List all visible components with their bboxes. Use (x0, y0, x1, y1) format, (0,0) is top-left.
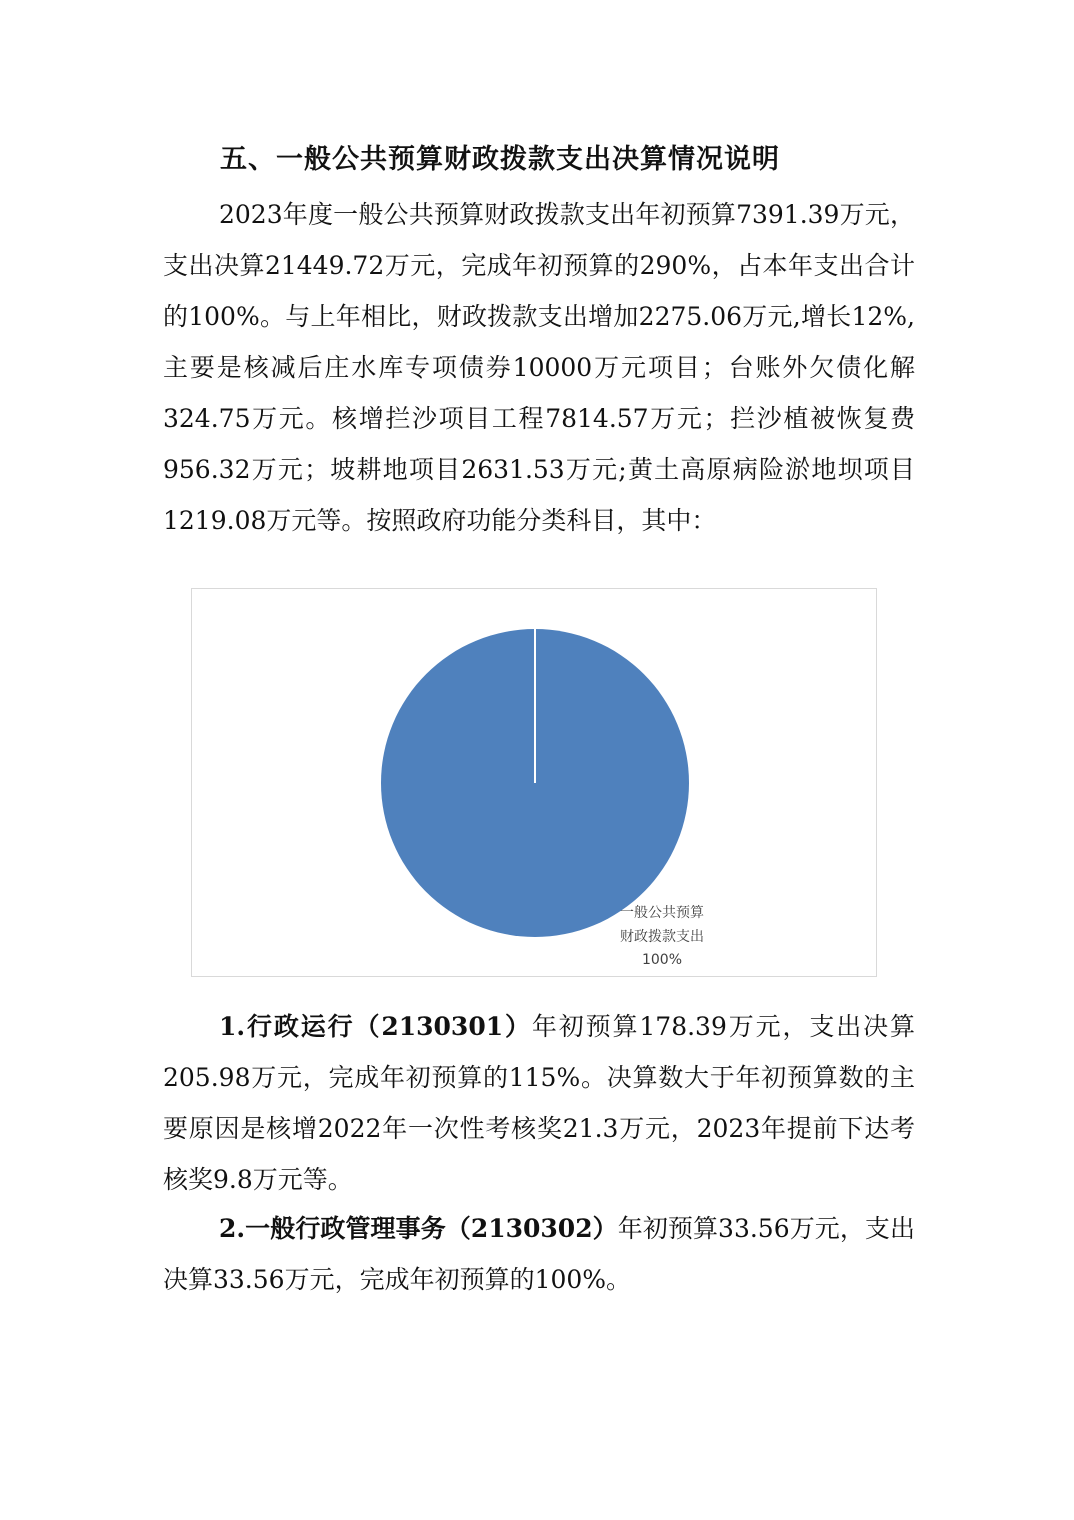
item-1-paragraph (163, 1001, 915, 1205)
item-1-text: 年初预算178.39万元，支出决算205.98万元，完成年初预算的115%。决算数大于年初预算数的主要原因是核增2022年一次性考核奖21.3万元，2023年提前下达考核奖9.8万元等。 (163, 1012, 915, 1194)
item-2-lead: 2.一般行政管理事务（2130302） (219, 1214, 618, 1243)
pie-chart (191, 588, 877, 977)
pie-slice-category-label: 一般公共预算 (620, 905, 704, 921)
item-2-text: 年初预算33.56万元，支出决算33.56万元，完成年初预算的100%。 (163, 1214, 915, 1294)
section-heading: 五、一般公共预算财政拨款支出决算情况说明 (220, 144, 780, 175)
summary-paragraph: 2023年度一般公共预算财政拨款支出年初预算7391.39万元，支出决算21449.72万元，完成年初预算的290%，占本年支出合计的100%。与上年相比，财政拨款支出增加2275.06万元,增长12%,主要是核减后庄水库专项债券10000万元项目；台账外欠债化解324.75万元。核增拦沙项目工程7814.57万元；拦沙植被恢复费956.32万元；坡耕地项目2631.53万元;黄土高原病险淤地坝项目1219.08万元等。按照政府功能分类科目，其中： (163, 200, 915, 535)
pie-slice-category-label: 财政拨款支出 (620, 929, 704, 945)
pie-chart-svg (192, 589, 876, 976)
pie-slice-percent-label: 100% (641, 952, 683, 968)
item-1-lead: 1.行政运行（2130301） (219, 1012, 532, 1041)
item-2-paragraph (163, 1203, 915, 1305)
